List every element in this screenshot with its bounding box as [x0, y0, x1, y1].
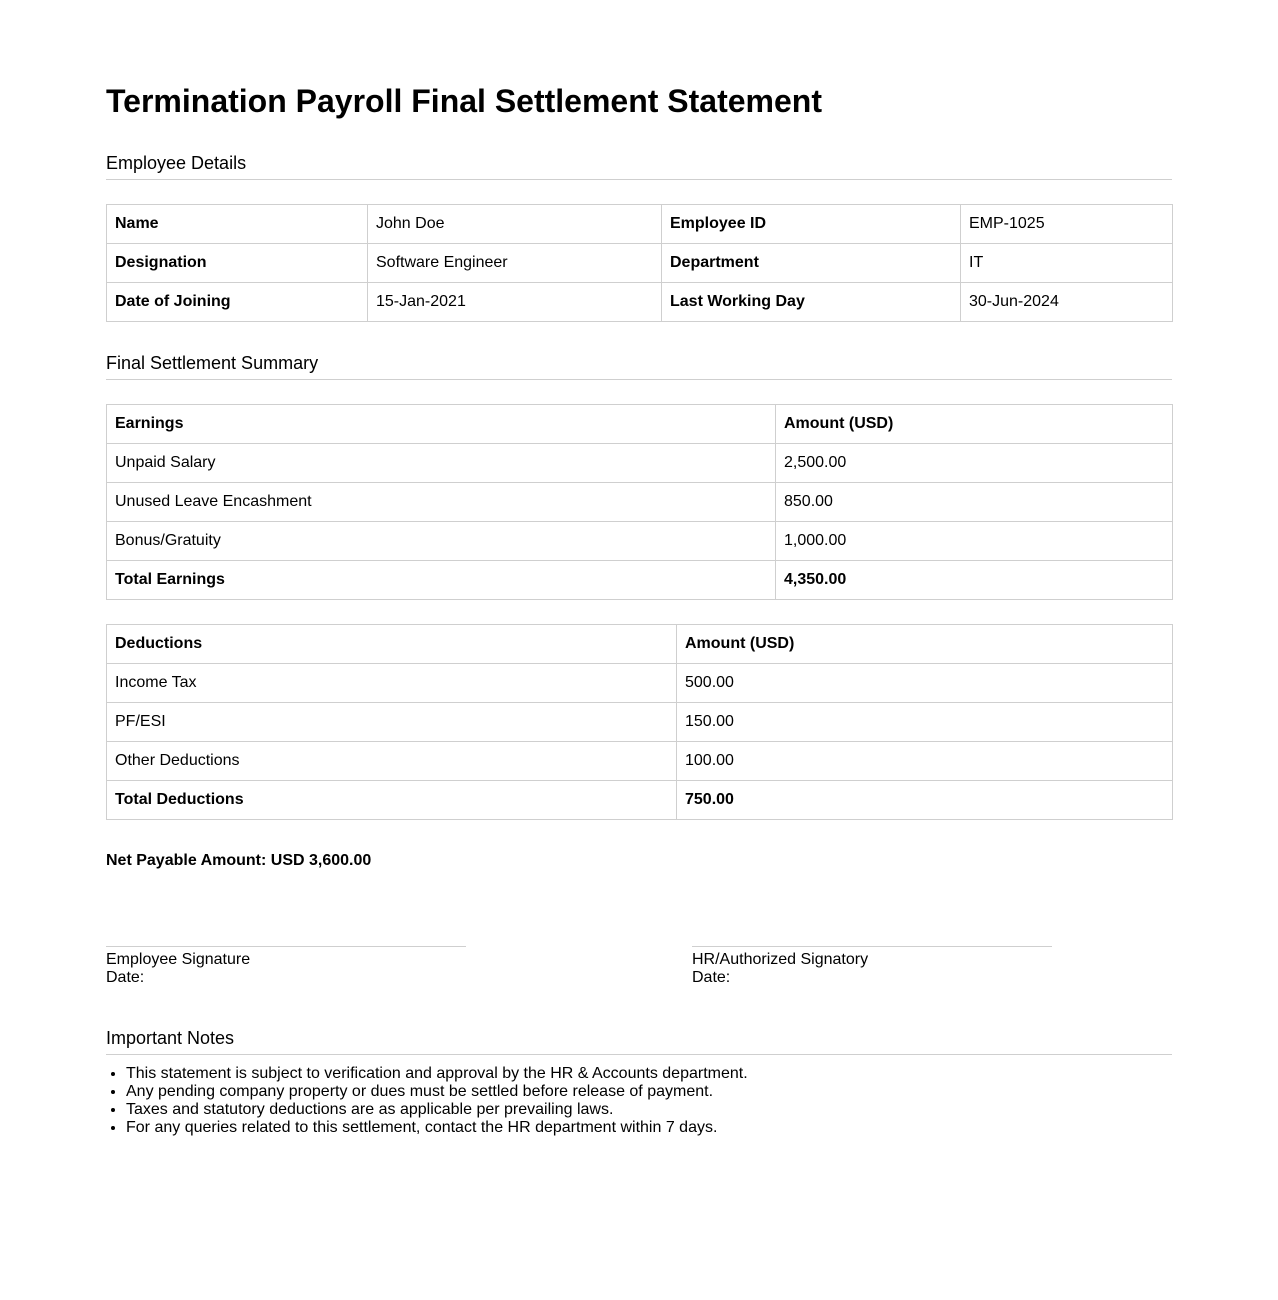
field-value: Software Engineer [368, 244, 662, 283]
earning-amount: 850.00 [776, 483, 1173, 522]
table-row [107, 244, 1173, 283]
deduction-amount: 150.00 [677, 703, 1173, 742]
field-value: IT [961, 244, 1173, 283]
earning-item: Bonus/Gratuity [107, 522, 776, 561]
earning-item: Unpaid Salary [107, 444, 776, 483]
column-header: Earnings [107, 405, 776, 444]
field-label: Date of Joining [107, 283, 368, 322]
table-row [107, 703, 1173, 742]
field-value: 30-Jun-2024 [961, 283, 1173, 322]
total-deductions-label: Total Deductions [107, 781, 677, 820]
employee-details-table [106, 204, 1173, 322]
deduction-item: Income Tax [107, 664, 677, 703]
page-title: Termination Payroll Final Settlement Statement [106, 83, 822, 119]
total-earnings-amount: 4,350.00 [776, 561, 1173, 600]
table-row [107, 483, 1173, 522]
deduction-amount: 500.00 [677, 664, 1173, 703]
deductions-table [106, 624, 1173, 820]
hr-signature-block [692, 946, 1052, 987]
hr-signature-date: Date: [692, 969, 731, 986]
earning-amount: 2,500.00 [776, 444, 1173, 483]
deduction-amount: 100.00 [677, 742, 1173, 781]
signature-section [106, 946, 1172, 988]
total-deductions-amount: 750.00 [677, 781, 1173, 820]
deduction-item: PF/ESI [107, 703, 677, 742]
table-row [107, 664, 1173, 703]
column-header: Deductions [107, 625, 677, 664]
employee-signature-label: Employee Signature [106, 951, 251, 968]
table-row [107, 205, 1173, 244]
list-item: • This statement is subject to verification and approval by the HR & Accounts department. [126, 1065, 1172, 1083]
field-label: Last Working Day [662, 283, 961, 322]
field-label: Name [107, 205, 368, 244]
list-item: • For any queries related to this settlement, contact the HR department within 7 days. [126, 1119, 1172, 1137]
total-earnings-label: Total Earnings [107, 561, 776, 600]
table-row [107, 283, 1173, 322]
total-row [107, 561, 1173, 600]
earnings-table [106, 404, 1173, 600]
field-value: EMP-1025 [961, 205, 1173, 244]
field-label: Designation [107, 244, 368, 283]
list-item: • Taxes and statutory deductions are as applicable per prevailing laws. [126, 1101, 1172, 1119]
column-header: Amount (USD) [776, 405, 1173, 444]
net-payable-amount: Net Payable Amount: USD 3,600.00 [106, 852, 372, 869]
total-row [107, 781, 1173, 820]
settlement-summary-heading: Final Settlement Summary [106, 353, 1172, 380]
earning-amount: 1,000.00 [776, 522, 1173, 561]
employee-signature-block [106, 946, 466, 987]
notes-list [106, 1065, 1172, 1137]
list-item: • Any pending company property or dues must be settled before release of payment. [126, 1083, 1172, 1101]
earning-item: Unused Leave Encashment [107, 483, 776, 522]
table-header-row [107, 405, 1173, 444]
employee-signature-date: Date: [106, 969, 145, 986]
table-row [107, 742, 1173, 781]
important-notes-heading: Important Notes [106, 1028, 1172, 1055]
settlement-document [106, 0, 1172, 1137]
hr-signature-label: HR/Authorized Signatory [692, 951, 869, 968]
column-header: Amount (USD) [677, 625, 1173, 664]
field-value: 15-Jan-2021 [368, 283, 662, 322]
table-header-row [107, 625, 1173, 664]
field-label: Department [662, 244, 961, 283]
deduction-item: Other Deductions [107, 742, 677, 781]
field-label: Employee ID [662, 205, 961, 244]
employee-details-heading: Employee Details [106, 153, 1172, 180]
field-value: John Doe [368, 205, 662, 244]
table-row [107, 444, 1173, 483]
table-row [107, 522, 1173, 561]
